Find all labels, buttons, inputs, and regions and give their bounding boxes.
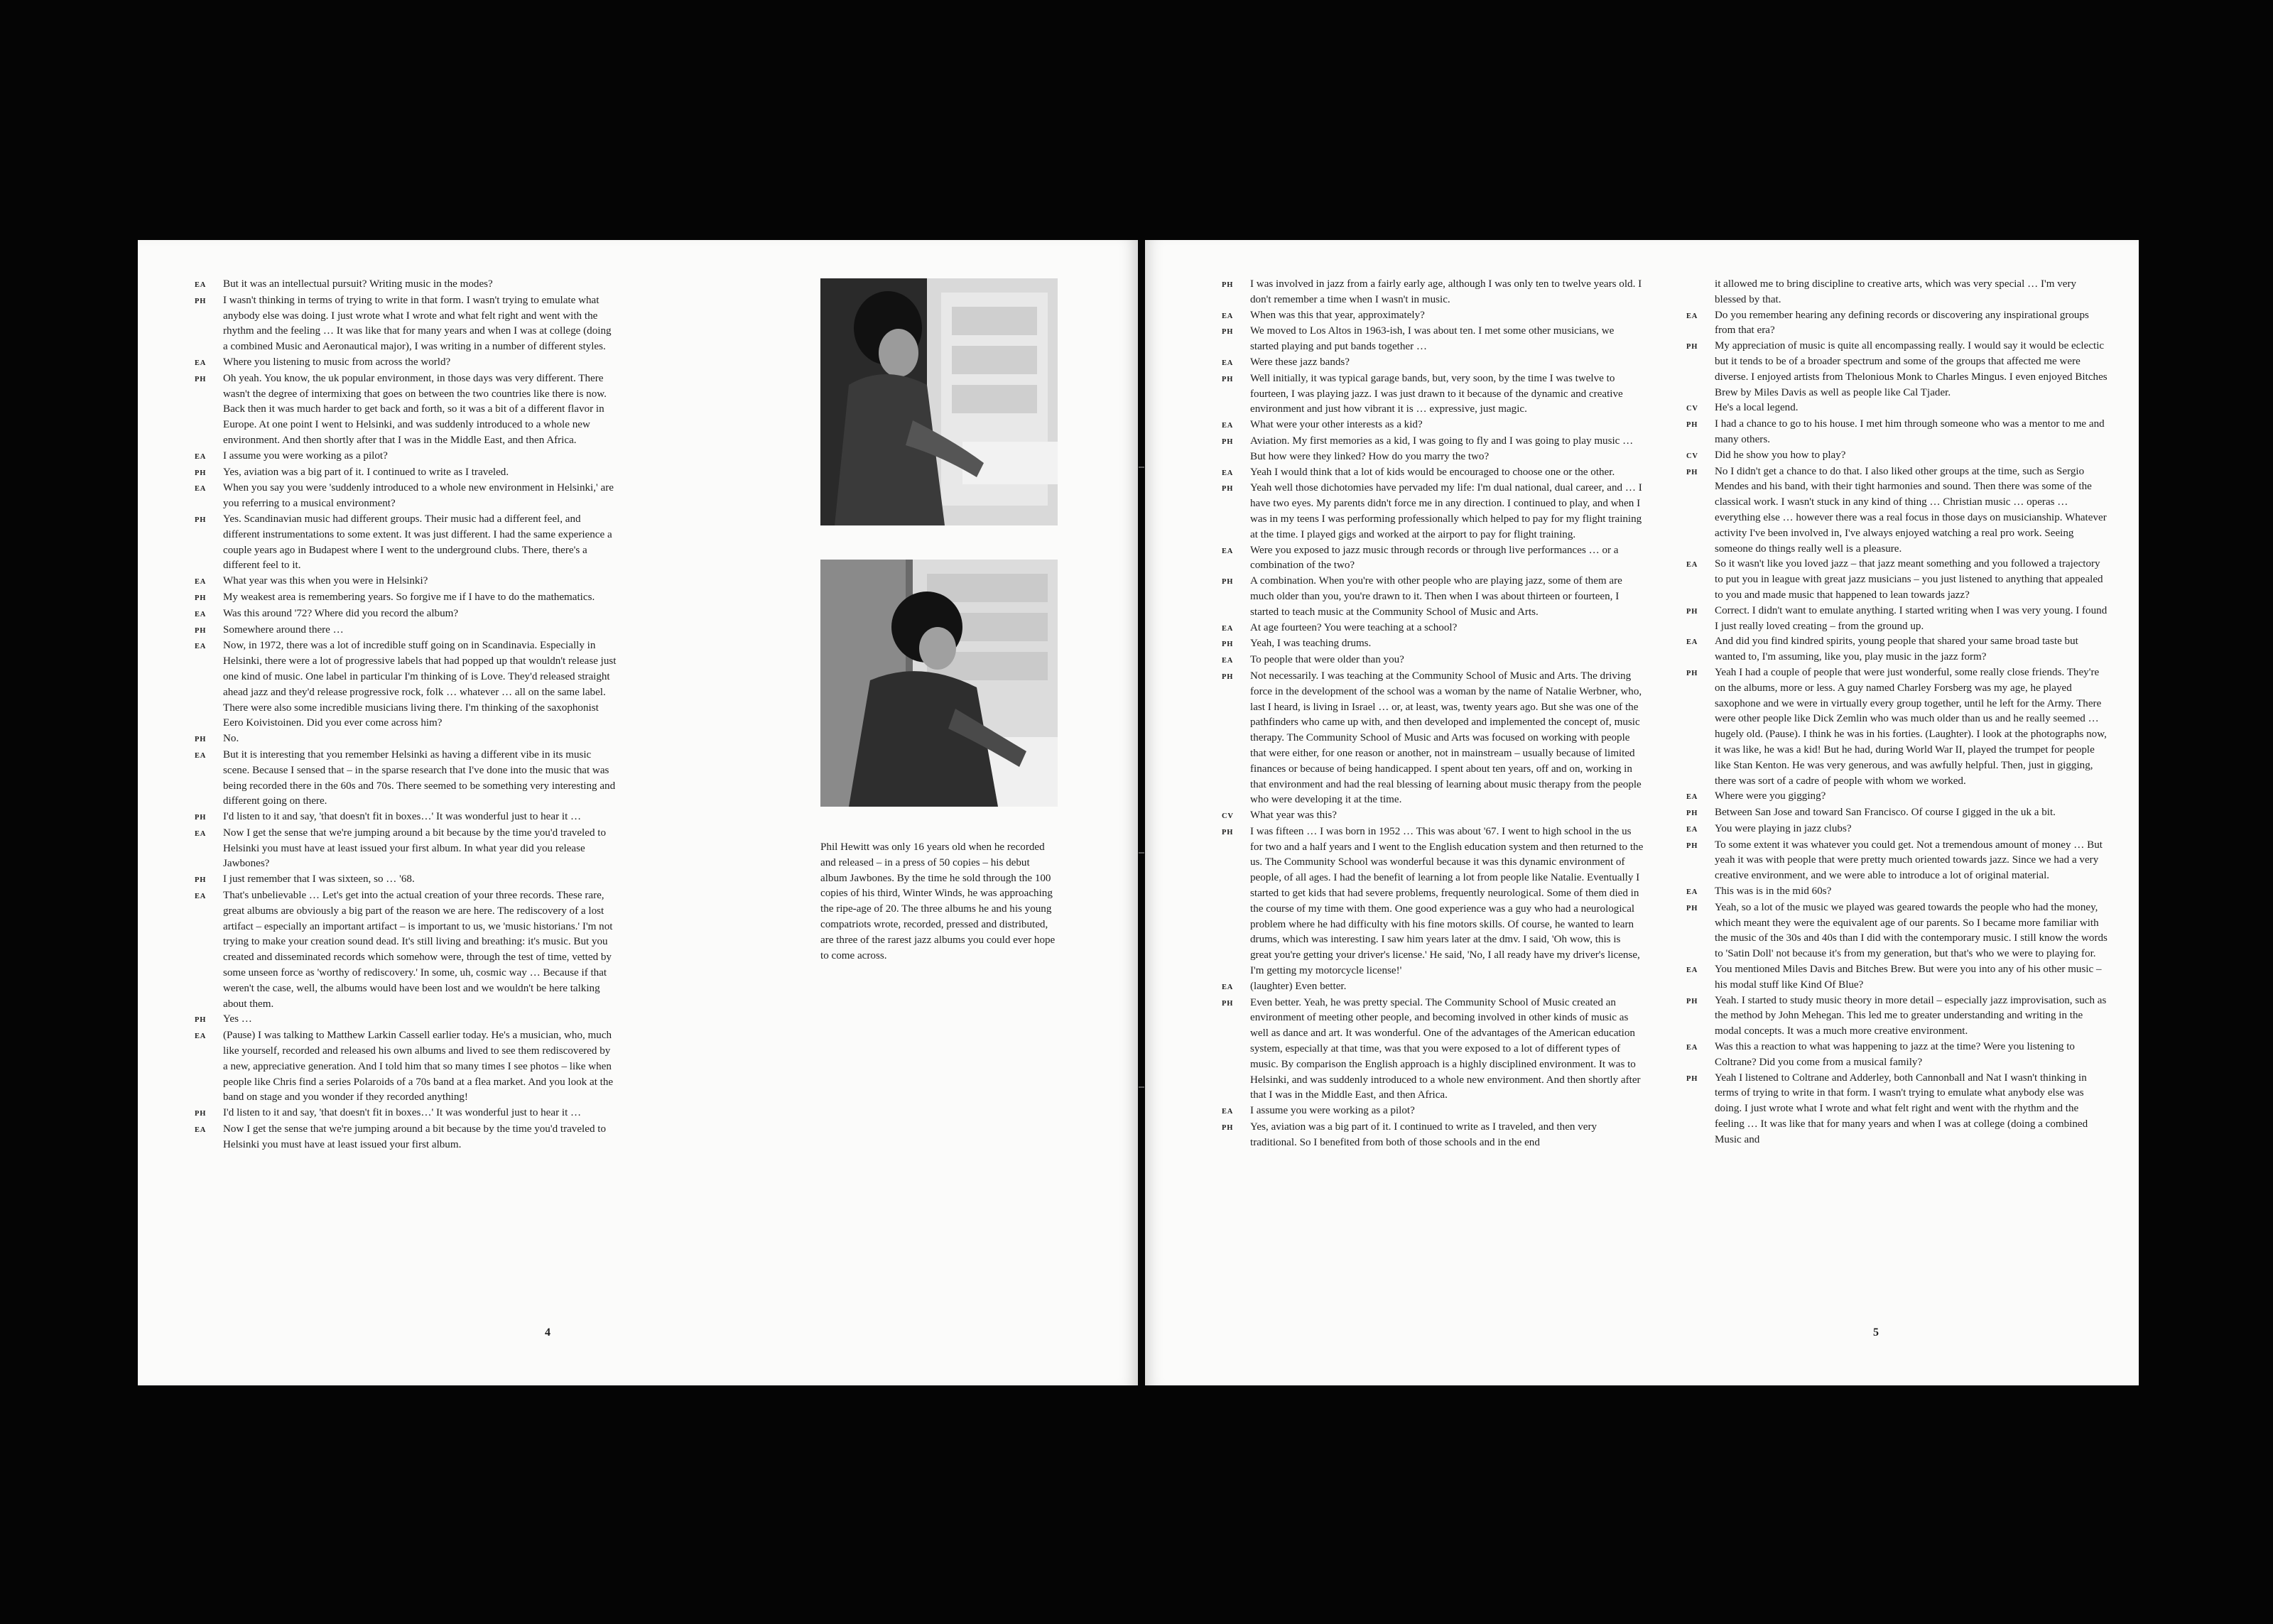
interview-text: Yeah I listened to Coltrane and Adderley, both Cannonball and Nat I wasn't thinking in terms of trying to write in that form. I wasn't trying to emulate what anybody else was doing. I just wrote what I wrote and what felt right and went with the rhythm and the feeling … It was like that for many years and when I was at college (doing a combined Music and (1715, 1072, 2088, 1145)
interview-text: Yes, aviation was a big part of it. I continued to write as I traveled, and then very traditional. So I benefited from both of those schools and in the end (1250, 1121, 1597, 1148)
interview-text: I just remember that I was sixteen, so … '68. (223, 873, 415, 885)
photo-pianist-2 (820, 560, 1058, 807)
interview-text: Yeah well those dichotomies have pervaded my life: I'm dual national, dual career, and … I have two eyes. My parents didn't force me in any direction. I continued to play, and when I was in my teens I was performing professionally which helped to pay for my flight training at the time. I played gigs and worked at the airport to pay for flight training. (1250, 482, 1642, 540)
interview-text: But it is interesting that you remember Helsinki as having a different vibe in its music scene. Because I sensed that – in the sparse research that I've done into the music that was being recorded there in the 60s and 70s. There seemed to be something very interesting and different going on there. (223, 748, 616, 807)
speaker-initials: CV (1686, 452, 1698, 460)
interview-text: Not necessarily. I was teaching at the Community School of Music and Arts. The driving force in the development of the school was a woman by the name of Natalie Werbner, who, last I heard, is living in Israel … or, at least, was, twenty years ago. But she was one of the pathfinders who came up with, and then developed and implemented the concept of, music therapy. The Community School of Music and Arts was focused on working with people that were either, for one reason or another, not in mainstream – usually because of limited finances or because of being handicapped. I spent about ten years, off and on, working in that environment and had the real blessing of learning about music therapy from the people who were developing it at the time. (1250, 670, 1642, 806)
interview-text: To people that were older than you? (1250, 654, 1404, 666)
speaker-initials: PH (195, 626, 207, 635)
speaker-initials: EA (1222, 312, 1234, 320)
interview-entry (1222, 669, 1644, 808)
speaker-initials: PH (195, 516, 207, 524)
interview-entry (1686, 1071, 2110, 1148)
interview-text: (laughter) Even better. (1250, 980, 1347, 992)
speaker-initials: PH (1686, 1074, 1698, 1083)
speaker-initials: EA (1686, 793, 1698, 802)
speaker-initials: PH (1686, 997, 1698, 1006)
interview-entry (1222, 621, 1644, 637)
speaker-initials: PH (1686, 904, 1698, 912)
speaker-initials: PH (1686, 343, 1698, 351)
interview-entry (195, 1106, 617, 1122)
interview-text: No. (223, 733, 239, 745)
interview-entry (1686, 1040, 2110, 1071)
interview-entry (1222, 653, 1644, 669)
interview-text: it allowed me to bring discipline to creative arts, which was very special … I'm very blessed by that. (1715, 278, 2077, 305)
speaker-initials: EA (195, 578, 207, 587)
interview-entry (195, 355, 617, 371)
speaker-initials: PH (1686, 841, 1698, 850)
interview-entry (195, 606, 617, 623)
speaker-initials: EA (195, 610, 207, 618)
speaker-initials: PH (1686, 468, 1698, 476)
speaker-initials: PH (195, 1110, 207, 1118)
interview-entry (1686, 634, 2110, 665)
speaker-initials: EA (1222, 422, 1234, 430)
interview-entry (1686, 417, 2110, 448)
speaker-initials: EA (195, 485, 207, 494)
interview-entry (1686, 993, 2110, 1040)
interview-text: Yes. Scandinavian music had different groups. Their music had a different feel, and different instrumentations to some extent. It was just different. I had the same experience a couple years ago in Budapest where I went to the underground clubs. There, there's a different feel to it. (223, 513, 612, 572)
interview-column-left (195, 277, 617, 1153)
interview-entry (1686, 277, 2110, 308)
interview-text: Do you remember hearing any defining records or discovering any inspirational groups from that era? (1715, 309, 2089, 337)
interview-entry (1686, 884, 2110, 900)
interview-text: Where you listening to music from across the world? (223, 356, 451, 368)
interview-text: Well initially, it was typical garage bands, but, very soon, by the time I was twelve to fourteen, I was playing jazz. I was just drawn to it because of the dynamic and creative environment and just how vibrant it is … expressive, just magic. (1250, 372, 1623, 415)
speaker-initials: PH (1222, 375, 1234, 383)
interview-text: Between San Jose and toward San Francisco. Of course I gigged in the uk a bit. (1715, 807, 2056, 819)
speaker-initials: EA (1222, 1108, 1234, 1116)
speaker-initials: PH (195, 594, 207, 602)
speaker-initials: EA (195, 751, 207, 760)
speaker-initials: PH (1222, 281, 1234, 289)
interview-entry (1222, 481, 1644, 543)
interview-text: You mentioned Miles Davis and Bitches Brew. But were you into any of his other music – his modal stuff like Kind Of Blue? (1715, 964, 2102, 991)
interview-entry (1222, 371, 1644, 418)
interview-text: Where were you gigging? (1715, 790, 1826, 802)
interview-entry (195, 512, 617, 574)
interview-entry (195, 638, 617, 731)
interview-entry (195, 810, 617, 826)
interview-entry (1686, 557, 2110, 603)
interview-text: Even better. Yeah, he was pretty special. The Community School of Music created an environment of meeting other people, and becoming involved in other kinds of music as well as dance and art. It was wonderful. One of the advantages of the American education system, especially at that time, was that you were exposed to a lot of different types of music. By comparison the English approach is a highly disciplined environment. It was to Helsinki, and was suddenly introduced to a whole new environment. And then shortly after that I was in the Middle East, and then Africa. (1250, 996, 1641, 1101)
interview-text: And did you find kindred spirits, young people that shared your same broad taste but wanted to, I'm assuming, like you, play music in the jazz form? (1715, 636, 2078, 663)
interview-entry (195, 1012, 617, 1028)
interview-text: A combination. When you're with other people who are playing jazz, some of them are much older than you, you're drawn to it. Then when I was about thirteen or fourteen, I started to teach music at the Community School of Music and Arts. (1250, 575, 1622, 618)
interview-text: Yes … (223, 1013, 252, 1025)
interview-entry (195, 872, 617, 888)
interview-entry (1686, 448, 2110, 464)
interview-text: Was this a reaction to what was happening to jazz at the time? Were you listening to Coltrane? Did you come from a musical family? (1715, 1041, 2075, 1068)
left-page (138, 240, 1138, 1385)
speaker-initials: EA (1222, 469, 1234, 477)
interview-entry (1686, 805, 2110, 822)
interview-text: Were these jazz bands? (1250, 356, 1350, 368)
interview-text: I'd listen to it and say, 'that doesn't fit in boxes…' It was wonderful just to hear it … (223, 811, 582, 823)
interview-text: So it wasn't like you loved jazz – that jazz meant something and you followed a trajectory to put you in league with great jazz musicians – you just listened to anything that appealed to you and made music that happened to lean towards jazz? (1715, 558, 2103, 601)
speaker-initials: PH (1686, 607, 1698, 616)
speaker-initials: EA (1686, 561, 1698, 570)
speaker-initials: PH (1686, 810, 1698, 818)
interview-entry (1686, 822, 2110, 838)
speaker-initials: PH (195, 375, 207, 383)
interview-text: To some extent it was whatever you could get. Not a tremendous amount of money … But yeah it was with people that were pretty much oriented towards jazz. Since we had a very creative environment, and we were able to introduce a lot of original material. (1715, 839, 2103, 882)
interview-text: I had a chance to go to his house. I met him through someone who was a mentor to me and many others. (1715, 418, 2105, 445)
speaker-initials: PH (195, 297, 207, 305)
page-number-right: 5 (1873, 1326, 1879, 1339)
interview-entry (195, 449, 617, 465)
speaker-initials: PH (1686, 421, 1698, 430)
interview-text: Now I get the sense that we're jumping around a bit because by the time you'd traveled to Helsinki you must have at least issued your first album. (223, 1123, 607, 1150)
interview-entry (1222, 1120, 1644, 1151)
interview-entry (195, 481, 617, 512)
interview-column-right-b (1686, 277, 2110, 1148)
speaker-initials: PH (1686, 669, 1698, 677)
interview-text: I assume you were working as a pilot? (1250, 1105, 1415, 1117)
interview-entry (195, 277, 617, 293)
interview-text: What year was this when you were in Helsinki? (223, 575, 428, 587)
interview-text: What were your other interests as a kid? (1250, 419, 1423, 431)
interview-text: Did he show you how to play? (1715, 449, 1846, 461)
speaker-initials: PH (195, 814, 207, 822)
interview-entry (195, 371, 617, 449)
speaker-initials: PH (1222, 828, 1234, 836)
interview-text: Yeah. I started to study music theory in more detail – especially jazz improvisation, such as the method by John Mehegan. This led me to greater understanding and writing in the modal concepts. It was a much more creative environment. (1715, 994, 2107, 1037)
right-page (1145, 240, 2139, 1385)
interview-text: I wasn't thinking in terms of trying to write in that form. I wasn't trying to emulate what anybody else was doing. I just wrote what I wrote and what felt right and went with the rhythm and the feeling … It was like that for many years and when I was at college (doing a combined Music and Aeronautical major), I was writing in a number of different styles. (223, 294, 612, 353)
speaker-initials: PH (1222, 485, 1234, 494)
speaker-initials: EA (1686, 312, 1698, 320)
speaker-initials: EA (1686, 1044, 1698, 1052)
speaker-initials (1686, 277, 1715, 308)
interview-text: Oh yeah. You know, the uk popular environment, in those days was very different. There wasn't the degree of intermixing that goes on between the two countries like there is now. Back then it was much harder to get back and forth, so it was a bit of a different flavor in Europe. At one point I went to Helsinki, and was suddenly introduced to a whole new environment. And then shortly after that I was in the Middle East, and then Africa. (223, 372, 607, 446)
interview-entry (1686, 604, 2110, 635)
interview-text: This was is in the mid 60s? (1715, 885, 1832, 898)
interview-entry (195, 748, 617, 810)
interview-text: I was involved in jazz from a fairly early age, although I was only ten to twelve years old. I don't remember a time when I wasn't in music. (1250, 278, 1642, 305)
speaker-initials: CV (1686, 405, 1698, 413)
interview-entry (195, 1028, 617, 1106)
interview-entry (1222, 979, 1644, 996)
interview-text: My weakest area is remembering years. So forgive me if I have to do the mathematics. (223, 591, 595, 603)
interview-entry (195, 623, 617, 639)
speaker-initials: EA (195, 1032, 207, 1041)
page-number-left: 4 (545, 1326, 550, 1339)
interview-entry (1222, 324, 1644, 355)
spine-mark (1139, 852, 1144, 854)
speaker-initials: PH (1222, 641, 1234, 649)
photo-pianist-1 (820, 278, 1058, 525)
interview-text: My appreciation of music is quite all encompassing really. I would say it would be eclectic but it tends to be of a broader spectrum and some of the groups that affected me were diverse. I enjoyed artists from Thelonious Monk to Charles Mingus. I even enjoyed Bitches Brew by Miles Davis as well as people like Cal Tjader. (1715, 340, 2107, 398)
interview-entry (1222, 355, 1644, 371)
interview-entry (1222, 465, 1644, 481)
speaker-initials: EA (195, 452, 207, 461)
speaker-initials: EA (1222, 624, 1234, 633)
interview-text: Yeah, so a lot of the music we played was geared towards the people who had the money, which meant they were the equivalent age of our parents. So I became more familiar with the music of the 30s and 40s than I did with the contemporary music. I still know the words to 'Satin Doll' not because it's from my generation, but that's who we were to playing for. (1715, 901, 2107, 960)
interview-entry (1222, 277, 1644, 308)
speaker-initials: PH (195, 1016, 207, 1025)
interview-text: Was this around '72? Where did you record the album? (223, 607, 459, 619)
interview-text: I was fifteen … I was born in 1952 … This was about '67. I went to high school in the us for two and a half years and I went to the English education system and then returned to the us. The Community School was wonderful because it was this dynamic environment of people, of all ages. I had the benefit of learning a lot from people like Natalie. Eventually I started to get kids that had severe problems, frequently neurological. Some of them died in the course of my time with them. One good experience was a guy who had a neurological problem where he had difficulty with his fine motors skills. Of course, he wanted to learn drums, which was interesting. I saw him years later at the dmv. I said, 'Oh wow, this is great you're getting your driver's license.' He said, 'No, I all ready have my driver's license, I'm getting my motorcycle license!' (1250, 825, 1644, 977)
speaker-initials: PH (1222, 578, 1234, 587)
interview-text: At age fourteen? You were teaching at a school? (1250, 621, 1458, 633)
interview-text: We moved to Los Altos in 1963-ish, I was about ten. I met some other musicians, we started playing and put bands together … (1250, 325, 1615, 353)
interview-entry (1222, 1103, 1644, 1120)
interview-entry (1222, 574, 1644, 620)
interview-text: That's unbelievable … Let's get into the actual creation of your three records. These rare, great albums are obviously a big part of the reason we are here. The rediscovery of a lost artifact – especially an important artifact – is important to us, we 'music historians.' I'm not trying to make your creation sound dead. It's still living and breathing: it's music. But you created and disseminated records which somehow were, through the test of time, vetted by some unseen force as 'worthy of rediscovery.' In some, uh, cosmic way … Because if that weren't the case, well, the albums would have been lost and we wouldn't be here talking about them. (223, 890, 613, 1010)
speaker-initials: EA (1222, 983, 1234, 991)
interview-entry (1222, 418, 1644, 434)
speaker-initials: EA (195, 281, 207, 289)
speaker-initials: PH (1222, 672, 1234, 681)
interview-entry (1686, 665, 2110, 789)
interview-text: But it was an intellectual pursuit? Writing music in the modes? (223, 278, 493, 290)
speaker-initials: PH (1222, 1124, 1234, 1133)
interview-entry (195, 731, 617, 748)
interview-entry (1686, 400, 2110, 417)
interview-text: Somewhere around there … (223, 623, 344, 636)
interview-text: (Pause) I was talking to Matthew Larkin Cassell earlier today. He's a musician, who, much like yourself, recorded and released his own albums and lived to see them rediscovered by a new, appreciative generation. And I told him that so many times I see photos – like when people like Chris find a series Polaroids of a 70s band at a flea market. And you look at the band on stage and you wonder if they recorded anything! (223, 1030, 614, 1103)
speaker-initials: CV (1222, 812, 1234, 821)
speaker-initials: EA (1686, 825, 1698, 834)
speaker-initials: EA (1686, 966, 1698, 975)
interview-text: When was this that year, approximately? (1250, 309, 1425, 321)
speaker-initials: EA (195, 829, 207, 838)
speaker-initials: EA (195, 359, 207, 367)
interview-text: Aviation. My first memories as a kid, I was going to fly and I was going to play music … But how were they linked? How do you marry the two? (1250, 435, 1634, 462)
speaker-initials: PH (195, 469, 207, 477)
speaker-initials: PH (195, 736, 207, 744)
interview-entry (195, 590, 617, 606)
interview-text: Yeah I had a couple of people that were just wonderful, some really close friends. They're on the albums, more or less. A guy named Charley Forsberg was my age, he played saxophone and we were in virtually every group together, until he left for the Army. There were other people like Dick Zemlin who was much older than us and he really seemed … hugely old. (Pause). I think he was in his forties. (Laughter). I look at the photographs now, it was like, he was a kid! But he had, during World War II, played the trumpet for people like Stan Kenton. He was very generous, and was awfully helpful. Then, just in gigging, there was sort of a cadre of people with whom we worked. (1715, 666, 2107, 787)
interview-entry (1222, 996, 1644, 1104)
speaker-initials: EA (1222, 359, 1234, 367)
interview-text: Were you exposed to jazz music through records or through live performances … or a combination of the two? (1250, 544, 1619, 572)
interview-entry (195, 293, 617, 355)
interview-text: Correct. I didn't want to emulate anything. I started writing when I was very young. I found I just really loved creating – from the ground up. (1715, 604, 2107, 632)
speaker-initials: PH (195, 876, 207, 885)
interview-text: What year was this? (1250, 810, 1337, 822)
speaker-initials: EA (195, 893, 207, 901)
interview-entry (195, 888, 617, 1012)
speaker-initials: PH (1222, 999, 1234, 1008)
interview-entry (1686, 464, 2110, 557)
interview-entry (1222, 434, 1644, 465)
interview-entry (1222, 824, 1644, 979)
interview-entry (1686, 838, 2110, 884)
interview-text: You were playing in jazz clubs? (1715, 822, 1852, 834)
interview-entry (1222, 308, 1644, 325)
interview-text: I'd listen to it and say, 'that doesn't fit in boxes…' It was wonderful just to hear it … (223, 1107, 582, 1119)
interview-text: Yeah, I was teaching drums. (1250, 638, 1372, 650)
interview-entry (1222, 808, 1644, 824)
speaker-initials: PH (1222, 328, 1234, 337)
interview-entry (195, 1122, 617, 1153)
interview-entry (1686, 900, 2110, 962)
interview-entry (1686, 308, 2110, 339)
photo-caption: Phil Hewitt was only 16 years old when he recorded and released – in a press of 50 copies – his debut album Jawbones. By the time he sold through the 100 copies of his third, Winter Winds, he was approaching the ripe-age of 20. The three albums he and his young compatriots wrote, recorded, pressed and distributed, are three of the rarest jazz albums you could ever hope to come across. (820, 841, 1056, 961)
speaker-initials: EA (1222, 547, 1234, 555)
interview-entry (1222, 543, 1644, 574)
speaker-initials: EA (195, 643, 207, 651)
speaker-initials: EA (1686, 638, 1698, 647)
interview-text: He's a local legend. (1715, 402, 1799, 414)
interview-entry (195, 574, 617, 590)
interview-entry (195, 826, 617, 872)
interview-entry (1686, 789, 2110, 805)
interview-text: No I didn't get a chance to do that. I also liked other groups at the time, such as Sergio Mendes and his band, with their tight harmonies and sound. Then there was some of the classical work. I wasn't stuck in any kind of thing … Christian music … operas … everything else … however there was a real focus in those days on musicianship. Whatever activity I've been involved in, I've always enjoyed watching a real pro work. Seeing someone do things really well is a pleasure. (1715, 465, 2107, 555)
interview-entry (1686, 339, 2110, 400)
speaker-initials: EA (195, 1126, 207, 1135)
interview-text: When you say you were 'suddenly introduced to a whole new environment in Helsinki,' are you referring to a musical environment? (223, 482, 614, 510)
interview-entry (1222, 636, 1644, 653)
spine-mark (1139, 1086, 1144, 1088)
interview-text: Yes, aviation was a big part of it. I continued to write as I traveled. (223, 466, 509, 478)
interview-text: I assume you were working as a pilot? (223, 449, 388, 462)
speaker-initials: EA (1686, 888, 1698, 897)
interview-entry (1686, 962, 2110, 993)
interview-text: Now I get the sense that we're jumping around a bit because by the time you'd traveled to Helsinki you must have at least issued your first album. In what year did you release Jawbones? (223, 827, 607, 870)
interview-text: Now, in 1972, there was a lot of incredible stuff going on in Scandinavia. Especially in Helsinki, there were a lot of progressive labels that had popped up that wouldn't release just one kind of music. One label in particular I'm thinking of is Love. They'd released straight ahead jazz and they'd release progressive rock, folk … whatever … all on the same label. There were also some incredible musicians living there. I'm thinking of the saxophonist Eero Koivistoinen. Did you ever come across him? (223, 640, 617, 729)
spine-mark (1139, 467, 1144, 468)
speaker-initials: EA (1222, 657, 1234, 665)
speaker-initials: PH (1222, 437, 1234, 446)
interview-text: Yeah I would think that a lot of kids would be encouraged to choose one or the other. (1250, 466, 1615, 478)
interview-entry (195, 465, 617, 481)
interview-column-right-a (1222, 277, 1644, 1151)
